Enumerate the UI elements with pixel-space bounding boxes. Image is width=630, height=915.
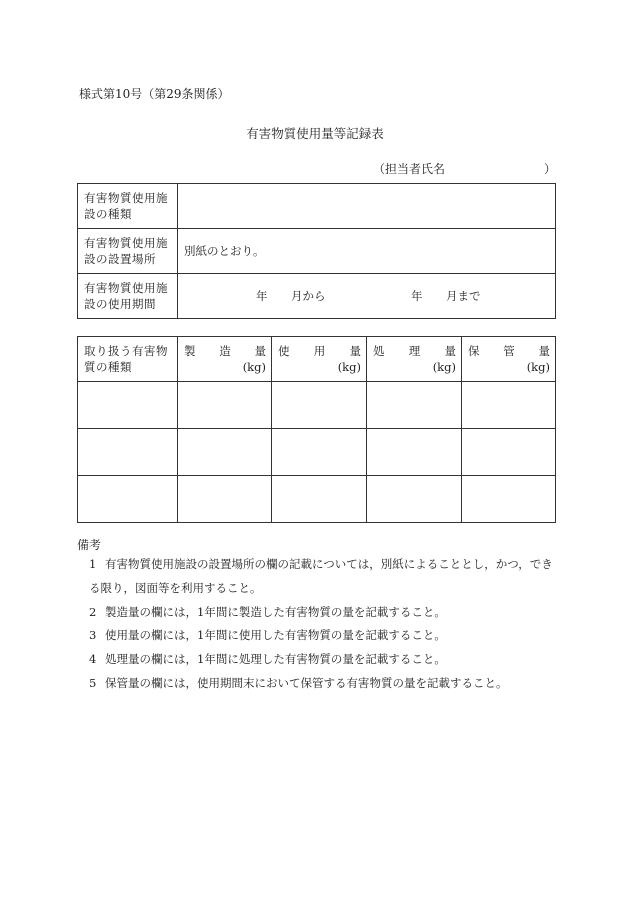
substance-cell[interactable] bbox=[78, 476, 178, 523]
table-row bbox=[78, 382, 556, 429]
period-end-month: 月まで bbox=[446, 289, 481, 303]
period-end-year: 年 bbox=[411, 289, 423, 303]
amount-table bbox=[77, 336, 556, 523]
unit-label: (kg) bbox=[337, 360, 361, 374]
facility-type-row bbox=[78, 184, 556, 229]
person-in-charge-label: （担当者氏名 bbox=[373, 162, 446, 176]
note-item-2: 2 製造量の欄には，1年間に製造した有害物質の量を記載すること。 bbox=[89, 605, 446, 619]
period-start-year: 年 bbox=[256, 289, 268, 303]
note-text: 処理量の欄には，1年間に処理した有害物質の量を記載すること。 bbox=[105, 652, 446, 666]
storage-cell[interactable] bbox=[462, 382, 556, 429]
use-amount-header: 使 用 量 (kg) bbox=[272, 337, 367, 382]
note-item-3: 3 使用量の欄には，1年間に使用した有害物質の量を記載すること。 bbox=[89, 628, 446, 642]
use-cell[interactable] bbox=[272, 382, 367, 429]
substance-type-header: 取り扱う有害物質の種類 bbox=[78, 337, 178, 382]
substance-cell[interactable] bbox=[78, 429, 178, 476]
manufacture-cell[interactable] bbox=[178, 476, 272, 523]
treatment-cell[interactable] bbox=[367, 382, 462, 429]
manufacture-amount-header: 製 造 量 (kg) bbox=[178, 337, 272, 382]
manufacture-cell[interactable] bbox=[178, 429, 272, 476]
storage-amount-header: 保 管 量 (kg) bbox=[462, 337, 556, 382]
facility-location-label: 有害物質使用施設の設置場所 bbox=[78, 229, 178, 274]
note-text: 有害物質使用施設の設置場所の欄の記載については，別紙によることとし，かつ，できる限り，図面等を利用すること。 bbox=[89, 557, 553, 595]
unit-label: (kg) bbox=[242, 360, 266, 374]
facility-period-row bbox=[78, 274, 556, 319]
document-title: 有害物質使用量等記録表 bbox=[246, 126, 384, 141]
unit-label: (kg) bbox=[432, 360, 456, 374]
table-row bbox=[78, 476, 556, 523]
facility-type-label: 有害物質使用施設の種類 bbox=[78, 184, 178, 229]
table-row bbox=[78, 429, 556, 476]
note-item-5: 5 保管量の欄には，使用期間末において保管する有害物質の量を記載すること。 bbox=[89, 676, 508, 690]
facility-period-value[interactable] bbox=[178, 274, 556, 319]
form-number: 様式第10号（第29条関係） bbox=[79, 87, 230, 101]
facility-location-value[interactable]: 別紙のとおり。 bbox=[178, 229, 556, 274]
storage-cell[interactable] bbox=[462, 476, 556, 523]
person-in-charge-close: ） bbox=[544, 162, 557, 176]
facility-period-label: 有害物質使用施設の使用期間 bbox=[78, 274, 178, 319]
unit-label: (kg) bbox=[526, 360, 550, 374]
substance-cell[interactable] bbox=[78, 382, 178, 429]
amount-header-row bbox=[78, 337, 556, 382]
note-item-1: 1 有害物質使用施設の設置場所の欄の記載については，別紙によることとし，かつ，できる限り，図面等を利用すること。 bbox=[89, 557, 553, 595]
note-text: 保管量の欄には，使用期間末において保管する有害物質の量を記載すること。 bbox=[105, 676, 508, 690]
treatment-cell[interactable] bbox=[367, 476, 462, 523]
use-cell[interactable] bbox=[272, 476, 367, 523]
note-text: 使用量の欄には，1年間に使用した有害物質の量を記載すること。 bbox=[105, 628, 446, 642]
use-cell[interactable] bbox=[272, 429, 367, 476]
facility-info-table bbox=[77, 183, 556, 319]
note-item-4: 4 処理量の欄には，1年間に処理した有害物質の量を記載すること。 bbox=[89, 652, 446, 666]
storage-cell[interactable] bbox=[462, 429, 556, 476]
period-start-month: 月から bbox=[291, 289, 326, 303]
facility-type-value[interactable] bbox=[178, 184, 556, 229]
treatment-amount-header: 処 理 量 (kg) bbox=[367, 337, 462, 382]
manufacture-cell[interactable] bbox=[178, 382, 272, 429]
notes-title: 備考 bbox=[77, 538, 102, 552]
note-text: 製造量の欄には，1年間に製造した有害物質の量を記載すること。 bbox=[105, 605, 446, 619]
treatment-cell[interactable] bbox=[367, 429, 462, 476]
facility-location-row bbox=[78, 229, 556, 274]
